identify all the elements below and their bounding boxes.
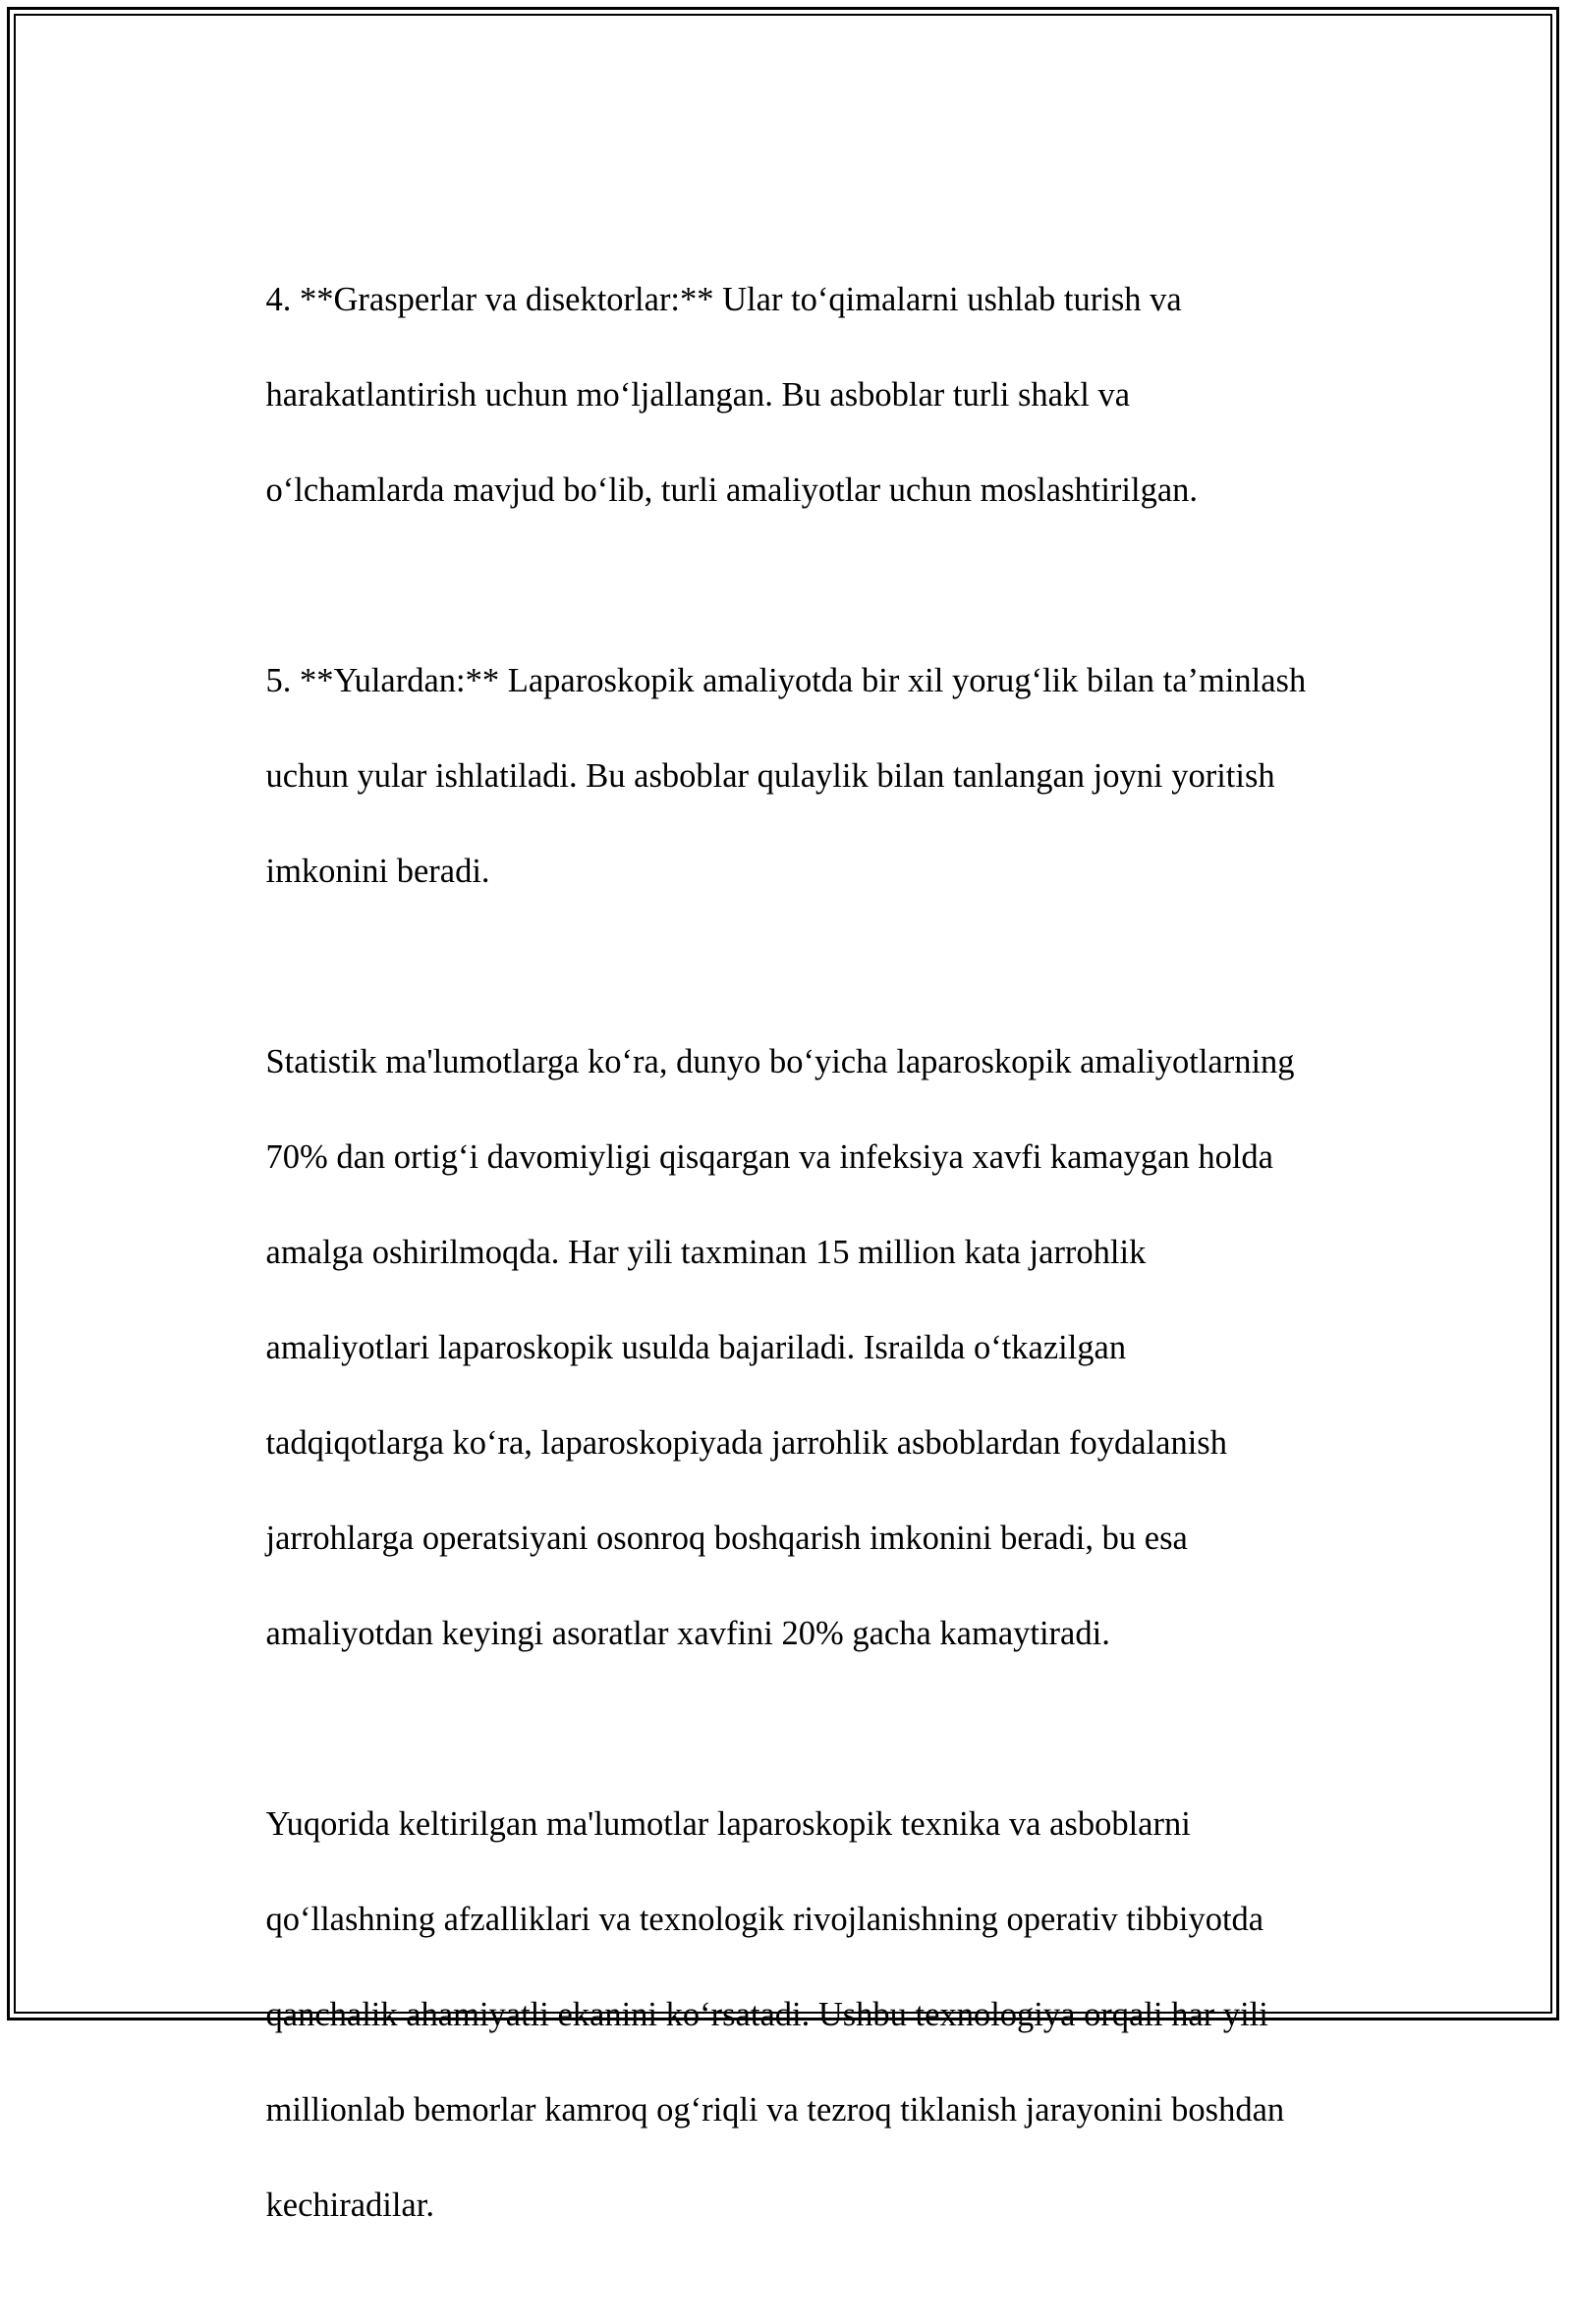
text-line: 5. **Yulardan:** Laparoskopik amaliyotda bir xil yorug‘lik bilan ta’minlash <box>265 661 1307 699</box>
text-line: amaliyotlari laparoskopik usulda bajariladi. Israilda o‘tkazilgan <box>265 1328 1127 1366</box>
text-line: qo‘llashning afzalliklari va texnologik rivojlanishning operativ tibbiyotda <box>265 1900 1264 1938</box>
paragraph-statistics <box>232 990 1362 1705</box>
text-line: uchun yular ishlatiladi. Bu asboblar qulaylik bilan tanlangan joyni yoritish <box>265 756 1275 795</box>
text-line: jarrohlarga operatsiyani osonroq boshqarish imkonini beradi, bu esa <box>265 1519 1188 1557</box>
document-body <box>232 228 1362 2324</box>
text-line: kechiradilar. <box>265 2186 434 2224</box>
text-line: harakatlantirish uchun mo‘ljallangan. Bu asboblar turli shakl va <box>265 375 1131 414</box>
text-line: imkonini beradi. <box>265 852 490 890</box>
text-line: qanchalik ahamiyatli ekanini ko‘rsatadi. Ushbu texnologiya orqali har yili <box>265 1995 1268 2033</box>
text-line: tadqiqotlarga ko‘ra, laparoskopiyada jarrohlik asboblardan foydalanish <box>265 1423 1227 1462</box>
text-line: millionlab bemorlar kamroq og‘riqli va tezroq tiklanish jarayonini boshdan <box>265 2090 1285 2129</box>
text-line: Yuqorida keltirilgan ma'lumotlar laparoskopik texnika va asboblarni <box>265 1804 1191 1843</box>
text-line: o‘lchamlarda mavjud bo‘lib, turli amaliyotlar uchun moslashtirilgan. <box>265 470 1199 509</box>
paragraph-conclusion <box>232 1752 1362 2277</box>
text-line: amaliyotdan keyingi asoratlar xavfini 20% gacha kamaytiradi. <box>265 1614 1110 1652</box>
text-line: 4. **Grasperlar va disektorlar:** Ular to‘qimalarni ushlab turish va <box>265 280 1182 318</box>
paragraph-graspers <box>232 228 1362 562</box>
paragraph-lights <box>232 609 1362 943</box>
text-line: 70% dan ortig‘i davomiyligi qisqargan va infeksiya xavfi kamaygan holda <box>265 1137 1273 1176</box>
text-line: Statistik ma'lumotlarga ko‘ra, dunyo bo‘yicha laparoskopik amaliyotlarning <box>265 1042 1295 1080</box>
text-line: amalga oshirilmoqda. Har yili taxminan 15 million kata jarrohlik <box>265 1233 1147 1271</box>
